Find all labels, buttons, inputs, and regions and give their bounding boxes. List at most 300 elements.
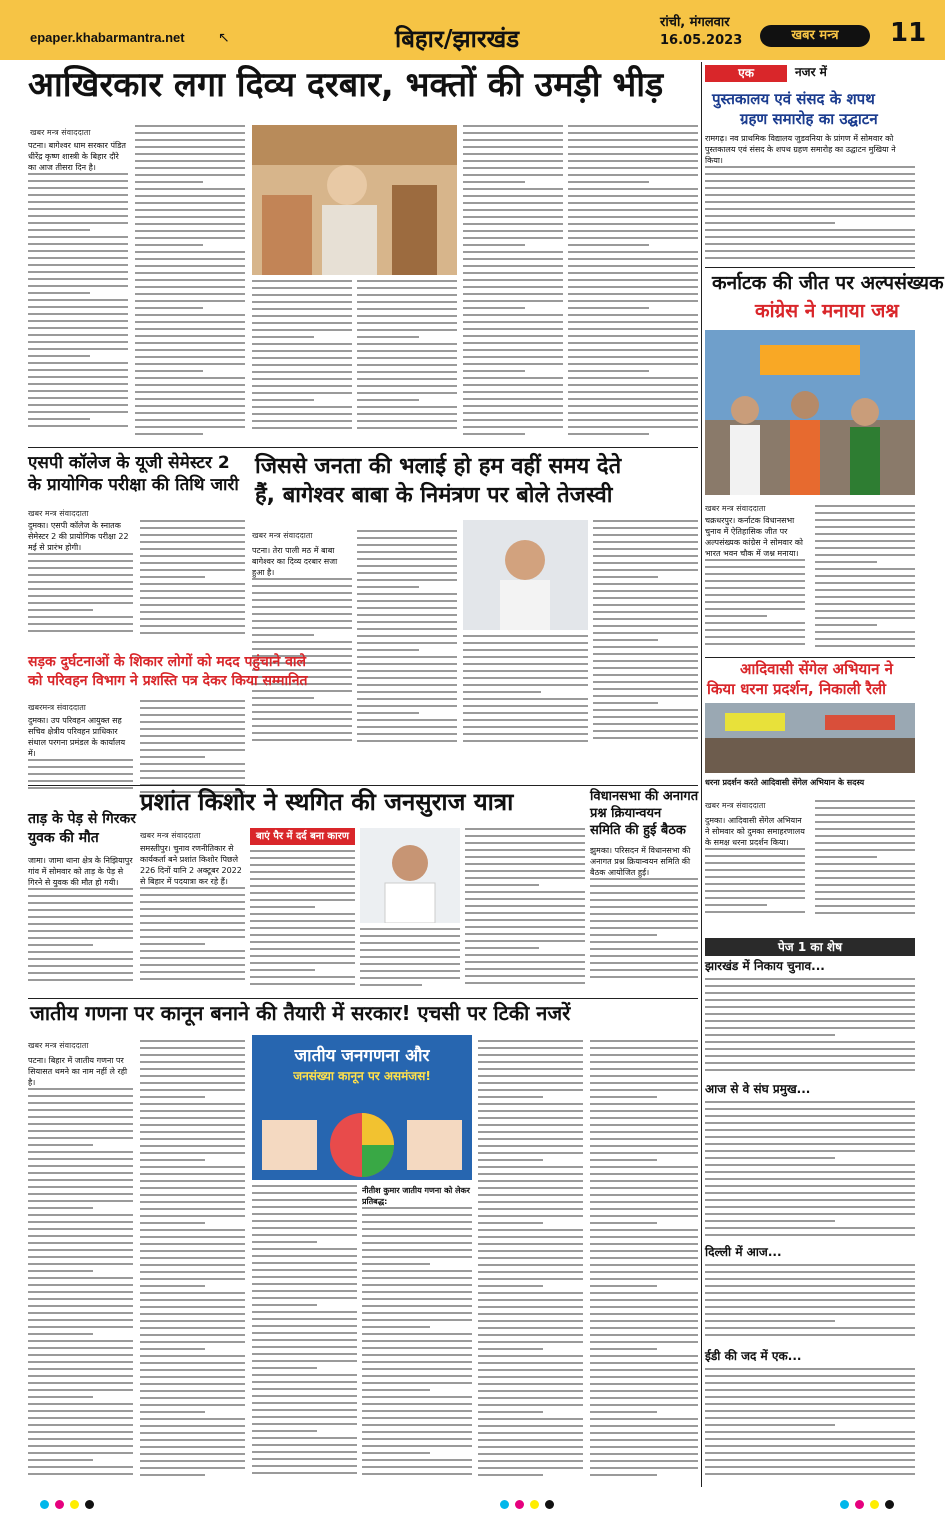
article-subhead: नीतीश कुमार जातीय गणना को लेकर प्रतिबद्ध: — [362, 1186, 470, 1206]
text-line — [705, 257, 915, 259]
text-line — [590, 1320, 698, 1322]
text-line — [28, 623, 133, 625]
text-line — [362, 1235, 472, 1237]
text-line — [252, 711, 352, 713]
text-line — [815, 912, 915, 914]
text-line — [135, 370, 203, 372]
text-line — [140, 1215, 245, 1217]
text-line — [140, 957, 245, 959]
text-line — [815, 891, 915, 893]
text-line — [590, 1166, 698, 1168]
byline: खबर मन्त्र संवाददाता — [140, 831, 201, 840]
text-line — [140, 1334, 245, 1336]
text-line — [140, 1292, 245, 1294]
text-line — [593, 611, 698, 613]
text-line — [590, 1292, 698, 1294]
text-line — [463, 265, 563, 267]
text-line — [478, 1201, 583, 1203]
text-line — [463, 321, 563, 323]
text-line — [593, 562, 698, 564]
text-line — [815, 589, 915, 591]
text-line — [815, 519, 915, 521]
text-line — [28, 567, 133, 569]
text-line — [478, 1243, 583, 1245]
article-body-col — [140, 1040, 245, 1485]
text-line — [815, 884, 915, 886]
text-line — [590, 1187, 698, 1189]
text-line — [362, 1291, 472, 1293]
color-swatch — [40, 1500, 49, 1509]
text-line — [590, 1173, 698, 1175]
text-line — [28, 1214, 133, 1216]
article-body-col — [465, 828, 585, 993]
text-line — [135, 146, 245, 148]
text-line — [250, 976, 355, 978]
text-line — [28, 1151, 133, 1153]
headline-sp-college-l1: एसपी कॉलेज के यूजी सेमेस्टर 2 — [28, 453, 230, 473]
text-line — [568, 174, 698, 176]
text-line — [360, 949, 460, 951]
text-line — [140, 1187, 245, 1189]
text-line — [135, 195, 245, 197]
text-line — [478, 1439, 583, 1441]
text-line — [478, 1152, 583, 1154]
article-body-col — [135, 125, 245, 440]
text-line — [590, 892, 698, 894]
text-line — [140, 1390, 245, 1392]
text-line — [590, 1096, 657, 1098]
text-line — [140, 555, 245, 557]
text-line — [252, 592, 352, 594]
text-line — [28, 766, 133, 768]
text-line — [357, 705, 457, 707]
sub-box: बाएं पैर में दर्द बना कारण — [250, 828, 355, 845]
photo-graphic — [360, 828, 460, 923]
text-line — [28, 979, 133, 981]
text-line — [463, 712, 588, 714]
text-line — [252, 1192, 357, 1194]
text-line — [140, 887, 245, 889]
text-line — [815, 835, 915, 837]
text-line — [362, 1305, 472, 1307]
text-line — [568, 363, 698, 365]
text-line — [140, 548, 245, 550]
page-number: 11 — [890, 18, 927, 48]
text-line — [140, 541, 245, 543]
text-line — [590, 1397, 698, 1399]
text-line — [250, 983, 355, 985]
text-line — [28, 1256, 133, 1258]
divider — [705, 267, 915, 268]
text-line — [357, 726, 457, 728]
text-line — [478, 1292, 583, 1294]
text-line — [590, 1068, 698, 1070]
text-line — [252, 627, 352, 629]
text-line — [252, 599, 352, 601]
article-body-col — [705, 133, 915, 268]
text-line — [28, 341, 128, 343]
headline-parivahan-l1: सड़क दुर्घटनाओं के शिकार लोगों को मदद पहुंचाने वाले — [28, 654, 306, 670]
text-line — [140, 1348, 205, 1350]
text-line — [593, 618, 698, 620]
text-line — [590, 1145, 698, 1147]
text-line — [140, 742, 245, 744]
text-line — [465, 884, 539, 886]
text-line — [28, 1123, 133, 1125]
text-line — [478, 1208, 583, 1210]
text-line — [590, 1348, 657, 1350]
text-line — [28, 1116, 133, 1118]
text-line — [568, 223, 698, 225]
text-line — [357, 350, 457, 352]
text-line — [593, 548, 698, 550]
text-line — [28, 1291, 133, 1293]
text-line — [140, 1152, 245, 1154]
text-line — [252, 641, 352, 643]
text-line — [28, 574, 133, 576]
text-line — [250, 885, 355, 887]
text-line — [252, 1227, 357, 1229]
text-line — [705, 1227, 915, 1229]
text-line — [140, 1117, 245, 1119]
text-line — [28, 780, 133, 782]
text-line — [140, 777, 245, 779]
text-line — [568, 314, 698, 316]
text-line — [463, 160, 563, 162]
text-line — [463, 230, 563, 232]
text-line — [590, 1376, 698, 1378]
text-line — [465, 919, 585, 921]
text-line — [252, 585, 352, 587]
text-line — [478, 1376, 583, 1378]
article-body-col — [140, 520, 245, 645]
text-line — [28, 397, 128, 399]
text-line — [705, 1396, 915, 1398]
text-line — [135, 349, 245, 351]
text-line — [362, 1284, 472, 1286]
article-body-col — [28, 1055, 133, 1485]
text-line — [568, 286, 698, 288]
text-line — [357, 385, 457, 387]
text-line — [590, 1201, 698, 1203]
text-line — [140, 1103, 245, 1105]
text-line — [140, 1418, 245, 1420]
text-line — [705, 173, 915, 175]
text-line — [28, 1347, 133, 1349]
text-line — [463, 293, 563, 295]
text-line — [590, 1222, 657, 1224]
article-body-col — [593, 520, 698, 750]
article-body-col — [28, 140, 128, 440]
text-line — [28, 1235, 133, 1237]
text-line — [360, 942, 460, 944]
text-line — [362, 1263, 430, 1265]
text-line — [252, 1374, 357, 1376]
photo-graphic — [463, 520, 588, 630]
text-line — [593, 604, 698, 606]
text-line — [593, 660, 698, 662]
text-line — [568, 209, 698, 211]
text-line — [252, 301, 352, 303]
text-line — [140, 1264, 245, 1266]
text-line — [252, 1269, 357, 1271]
brand-logo[interactable]: खबर मन्त्र — [760, 25, 870, 47]
text-line — [28, 1382, 133, 1384]
text-line — [362, 1347, 472, 1349]
text-line — [28, 1186, 133, 1188]
text-line — [590, 920, 698, 922]
text-line — [590, 1264, 698, 1266]
text-line — [135, 202, 245, 204]
text-line — [28, 1424, 133, 1426]
text-line — [705, 1292, 915, 1294]
text-line — [815, 807, 915, 809]
text-line — [815, 821, 915, 823]
text-line — [593, 702, 658, 704]
text-line — [815, 603, 915, 605]
text-line — [815, 849, 915, 851]
text-line — [463, 251, 563, 253]
text-line — [28, 257, 128, 259]
text-line — [252, 1437, 357, 1439]
text-line — [478, 1446, 583, 1448]
text-line — [705, 236, 915, 238]
text-line — [250, 927, 355, 929]
text-line — [252, 350, 352, 352]
text-line — [705, 1020, 915, 1022]
text-line — [705, 1062, 915, 1064]
headline-prashant-kishor: प्रशांत किशोर ने स्थगित की जनसुराज यात्रा — [140, 788, 514, 816]
text-line — [815, 898, 915, 900]
text-line — [252, 1255, 357, 1257]
text-line — [140, 1138, 245, 1140]
text-line — [140, 611, 245, 613]
text-line — [568, 202, 698, 204]
text-line — [28, 1284, 133, 1286]
text-line — [705, 1006, 915, 1008]
text-line — [463, 328, 563, 330]
text-line — [135, 321, 245, 323]
text-line — [362, 1382, 472, 1384]
text-line — [815, 561, 877, 563]
text-line — [705, 869, 805, 871]
text-line — [252, 1430, 317, 1432]
text-line — [705, 180, 915, 182]
text-line — [140, 1257, 245, 1259]
text-line — [252, 606, 352, 608]
text-line — [28, 194, 128, 196]
byline: खबर मन्त्र संवाददाता — [30, 128, 91, 137]
text-line — [140, 770, 245, 772]
text-line — [815, 582, 915, 584]
text-line — [135, 398, 245, 400]
text-line — [463, 433, 525, 435]
text-line — [590, 1054, 698, 1056]
section-name: बिहार/झारखंड — [395, 24, 520, 53]
text-line — [465, 968, 585, 970]
text-line — [815, 610, 915, 612]
text-line — [140, 1439, 245, 1441]
text-line — [478, 1089, 583, 1091]
graphic-jatiya-janganana — [252, 1035, 472, 1180]
headline-sengel-l1: आदिवासी सेंगेल अभियान ने — [740, 660, 893, 678]
text-line — [140, 1453, 245, 1455]
text-line — [593, 597, 698, 599]
text-line — [252, 1304, 317, 1306]
text-line — [357, 392, 457, 394]
photo-graphic — [705, 330, 915, 495]
text-line — [463, 202, 563, 204]
text-line — [135, 377, 245, 379]
text-line — [463, 146, 563, 148]
text-line — [463, 398, 563, 400]
text-line — [252, 280, 352, 282]
text-line — [815, 856, 877, 858]
article-body-col — [28, 520, 133, 645]
text-line — [590, 1460, 698, 1462]
text-line — [478, 1138, 583, 1140]
text-line — [705, 1115, 915, 1117]
text-line — [140, 1075, 245, 1077]
text-line — [140, 632, 245, 634]
article-body-col — [815, 505, 915, 655]
text-line — [593, 646, 698, 648]
text-line — [252, 1451, 357, 1453]
text-line — [590, 1103, 698, 1105]
text-line — [28, 243, 128, 245]
text-line — [28, 1095, 133, 1097]
text-line — [705, 862, 805, 864]
text-line — [590, 1285, 657, 1287]
text-line — [590, 1124, 698, 1126]
text-line — [252, 399, 314, 401]
text-line — [705, 911, 805, 913]
text-line — [362, 1319, 472, 1321]
text-line — [705, 1382, 915, 1384]
text-line — [140, 1222, 205, 1224]
text-line — [590, 1313, 698, 1315]
text-line — [815, 547, 915, 549]
text-line — [357, 551, 457, 553]
text-line — [357, 600, 457, 602]
text-line — [140, 576, 205, 578]
text-line — [463, 307, 525, 309]
text-line — [465, 954, 585, 956]
text-line — [568, 349, 698, 351]
text-line — [252, 385, 352, 387]
text-line — [252, 322, 352, 324]
text-line — [252, 613, 352, 615]
text-line — [28, 1165, 133, 1167]
text-line — [705, 1034, 835, 1036]
text-line — [590, 1040, 698, 1042]
text-line — [705, 594, 805, 596]
text-line — [357, 628, 457, 630]
text-line — [478, 1117, 583, 1119]
text-line — [250, 913, 355, 915]
text-line — [252, 378, 352, 380]
text-line — [135, 132, 245, 134]
text-line — [140, 1061, 245, 1063]
text-line — [705, 1278, 915, 1280]
text-line — [252, 1332, 357, 1334]
text-line — [590, 1131, 698, 1133]
text-line — [252, 1325, 357, 1327]
text-line — [28, 271, 128, 273]
text-line — [478, 1369, 583, 1371]
text-line — [140, 1068, 245, 1070]
text-line — [357, 607, 457, 609]
text-line — [357, 357, 457, 359]
text-line — [140, 728, 245, 730]
text-line — [705, 1129, 915, 1131]
text-line — [478, 1425, 583, 1427]
article-body-col — [362, 1185, 472, 1485]
text-line — [135, 153, 245, 155]
text-line — [568, 293, 698, 295]
text-line — [705, 229, 915, 231]
text-line — [705, 855, 805, 857]
text-line — [815, 617, 915, 619]
text-line — [252, 287, 352, 289]
text-line — [590, 1474, 657, 1476]
text-line — [28, 299, 128, 301]
text-line — [357, 420, 457, 422]
text-line — [590, 1341, 698, 1343]
site-url[interactable]: epaper.khabarmantra.net — [30, 30, 185, 45]
text-line — [705, 1150, 915, 1152]
text-line — [252, 739, 352, 741]
color-swatch — [545, 1500, 554, 1509]
dateline — [660, 14, 742, 50]
text-line — [140, 1376, 245, 1378]
text-line — [357, 677, 457, 679]
text-line — [465, 898, 585, 900]
text-line — [705, 187, 915, 189]
color-swatch — [870, 1500, 879, 1509]
text-line — [357, 614, 457, 616]
text-line — [28, 1207, 93, 1209]
text-line — [705, 985, 915, 987]
text-line — [357, 371, 457, 373]
text-line — [140, 1054, 245, 1056]
text-line — [28, 215, 128, 217]
color-swatch — [855, 1500, 864, 1509]
text-line — [815, 554, 915, 556]
text-line — [252, 1318, 357, 1320]
text-line — [705, 1417, 915, 1419]
text-line — [463, 300, 563, 302]
text-line — [28, 229, 90, 231]
text-line — [590, 1439, 698, 1441]
text-line — [28, 1130, 133, 1132]
text-line — [705, 1055, 915, 1057]
text-line — [357, 621, 457, 623]
text-line — [478, 1229, 583, 1231]
text-line — [252, 634, 314, 636]
article-lede: दुमका। एसपी कॉलेज के स्नातक सेमेस्टर 2 की प्रायोगिक परीक्षा 22 मई से प्रारंभ होगी। — [28, 521, 129, 552]
text-line — [590, 1306, 698, 1308]
text-line — [362, 1466, 472, 1468]
text-line — [463, 181, 525, 183]
text-line — [140, 597, 245, 599]
cont-title: दिल्ली में आज... — [705, 1245, 782, 1259]
text-line — [593, 576, 658, 578]
text-line — [140, 1460, 245, 1462]
text-line — [705, 1234, 915, 1236]
photo-bageshwar-darbar — [252, 125, 457, 275]
text-line — [478, 1264, 583, 1266]
